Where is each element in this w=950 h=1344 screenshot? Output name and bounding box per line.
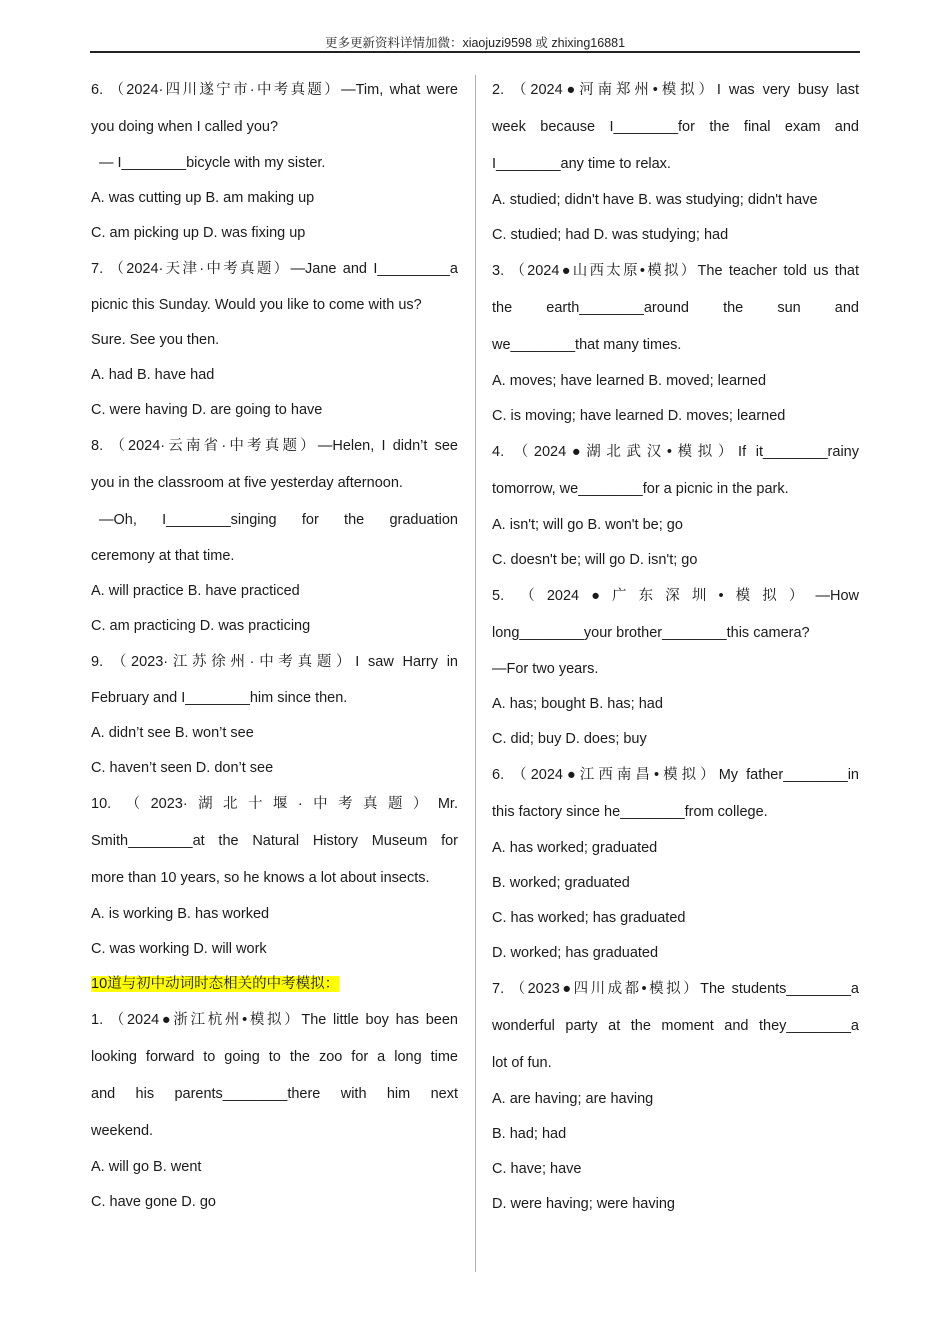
page-header: 更多更新资料详情加微：xiaojuzi9598 或 zhixing16881	[324, 36, 626, 50]
q7-stem-line2: picnic this Sunday. Would you like to come with us?	[91, 297, 422, 313]
q9-options-ab: A. didn’t see B. won’t see	[91, 725, 254, 741]
q6-options-cd: C. am picking up D. was fixing up	[91, 225, 306, 241]
m1-stem-line2: looking forward to going to the zoo for a long time	[91, 1049, 458, 1065]
q7-stem-line3: Sure. See you then.	[91, 332, 220, 348]
m1-options-ab: A. will go B. went	[91, 1159, 202, 1175]
m7-option-d: D. were having; were having	[492, 1196, 675, 1212]
q9-stem-line1: 9. （2023·江苏徐州·中考真题）I saw Harry in	[91, 654, 458, 670]
m6-stem-line2: this factory since he________from college.	[492, 804, 768, 820]
m2-stem-line3: I________any time to relax.	[492, 156, 671, 172]
m6-option-d: D. worked; has graduated	[492, 945, 659, 961]
m2-options-ab: A. studied; didn't have B. was studying; didn't have	[492, 192, 818, 208]
q8-answer-line1: —Oh, I________singing for the graduation	[99, 512, 458, 528]
m3-options-cd: C. is moving; have learned D. moves; learned	[492, 408, 786, 424]
m5-options-ab: A. has; bought B. has; had	[492, 696, 663, 712]
m6-stem-line1: 6. （2024●江西南昌•模拟）My father________in	[492, 767, 859, 783]
m7-stem-line3: lot of fun.	[492, 1055, 552, 1071]
q10-options-ab: A. is working B. has worked	[91, 906, 270, 922]
header-rule	[90, 51, 860, 53]
m7-stem-line2: wonderful party at the moment and they________a	[492, 1018, 859, 1034]
q8-stem-line1: 8. （2024·云南省·中考真题）—Helen, I didn’t see	[91, 438, 458, 454]
left-column	[91, 72, 458, 1220]
m1-stem-line4: weekend.	[91, 1123, 154, 1139]
q8-answer-line2: ceremony at that time.	[91, 548, 235, 564]
m3-stem-line1: 3. （2024●山西太原•模拟）The teacher told us that	[492, 263, 859, 279]
m7-stem-line1: 7. （2023●四川成都•模拟）The students________a	[492, 981, 859, 997]
m6-option-c: C. has worked; has graduated	[492, 910, 686, 926]
m1-options-cd: C. have gone D. go	[91, 1194, 216, 1210]
q10-options-cd: C. was working D. will work	[91, 941, 267, 957]
m4-stem-line2: tomorrow, we________for a picnic in the park.	[492, 481, 789, 497]
q6-stem-line1: 6. （2024·四川遂宁市·中考真题）—Tim, what were	[91, 82, 458, 98]
q9-stem-line2: February and I________him since then.	[91, 690, 348, 706]
m5-stem-line2: long________your brother________this camera?	[492, 625, 810, 641]
m3-stem-line3: we________that many times.	[492, 337, 682, 353]
q7-options-cd: C. were having D. are going to have	[91, 402, 323, 418]
m7-option-c: C. have; have	[492, 1161, 582, 1177]
q10-stem-line3: more than 10 years, so he knows a lot about insects.	[91, 870, 430, 886]
q7-options-ab: A. had B. have had	[91, 367, 215, 383]
q6-options-ab: A. was cutting up B. am making up	[91, 190, 315, 206]
m4-options-cd: C. doesn't be; will go D. isn't; go	[492, 552, 698, 568]
m7-option-a: A. are having; are having	[492, 1091, 654, 1107]
q8-options-ab: A. will practice B. have practiced	[91, 583, 300, 599]
m6-option-b: B. worked; graduated	[492, 875, 630, 891]
m1-stem-line3: and his parents________there with him next	[91, 1086, 458, 1102]
q8-options-cd: C. am practicing D. was practicing	[91, 618, 311, 634]
m5-stem-line1: 5. （2024●广东深圳•模拟）—How	[492, 588, 859, 604]
m6-option-a: A. has worked; graduated	[492, 840, 658, 856]
column-divider	[475, 75, 476, 1272]
m5-answer-line: —For two years.	[492, 661, 599, 677]
m2-stem-line1: 2. （2024●河南郑州•模拟）I was very busy last	[492, 82, 859, 98]
m2-options-cd: C. studied; had D. was studying; had	[492, 227, 729, 243]
m7-option-b: B. had; had	[492, 1126, 567, 1142]
q10-stem-line2: Smith________at the Natural History Museum for	[91, 833, 458, 849]
m5-options-cd: C. did; buy D. does; buy	[492, 731, 647, 747]
m1-stem-line1: 1. （2024●浙江杭州•模拟）The little boy has been	[91, 1012, 458, 1028]
q6-stem-line2: you doing when I called you?	[91, 119, 279, 135]
section-heading	[91, 967, 458, 1002]
m3-stem-line2: the earth________around the sun and	[492, 300, 859, 316]
section-heading-highlight: 10道与初中动词时态相关的中考模拟：	[91, 976, 340, 992]
q7-stem-line1: 7. （2024·天津·中考真题）—Jane and I_________a	[91, 261, 458, 277]
q6-answer-line: — I________bicycle with my sister.	[99, 155, 326, 171]
m4-stem-line1: 4. （2024●湖北武汉•模拟）If it________rainy	[492, 444, 859, 460]
right-column	[492, 72, 859, 1222]
q9-options-cd: C. haven’t seen D. don’t see	[91, 760, 274, 776]
q8-stem-line2: you in the classroom at five yesterday afternoon.	[91, 475, 403, 491]
q10-stem-line1: 10. （2023·湖北十堰·中考真题）Mr.	[91, 796, 458, 812]
m4-options-ab: A. isn't; will go B. won't be; go	[492, 517, 683, 533]
m3-options-ab: A. moves; have learned B. moved; learned	[492, 373, 767, 389]
m2-stem-line2: week because I________for the final exam and	[492, 119, 859, 135]
